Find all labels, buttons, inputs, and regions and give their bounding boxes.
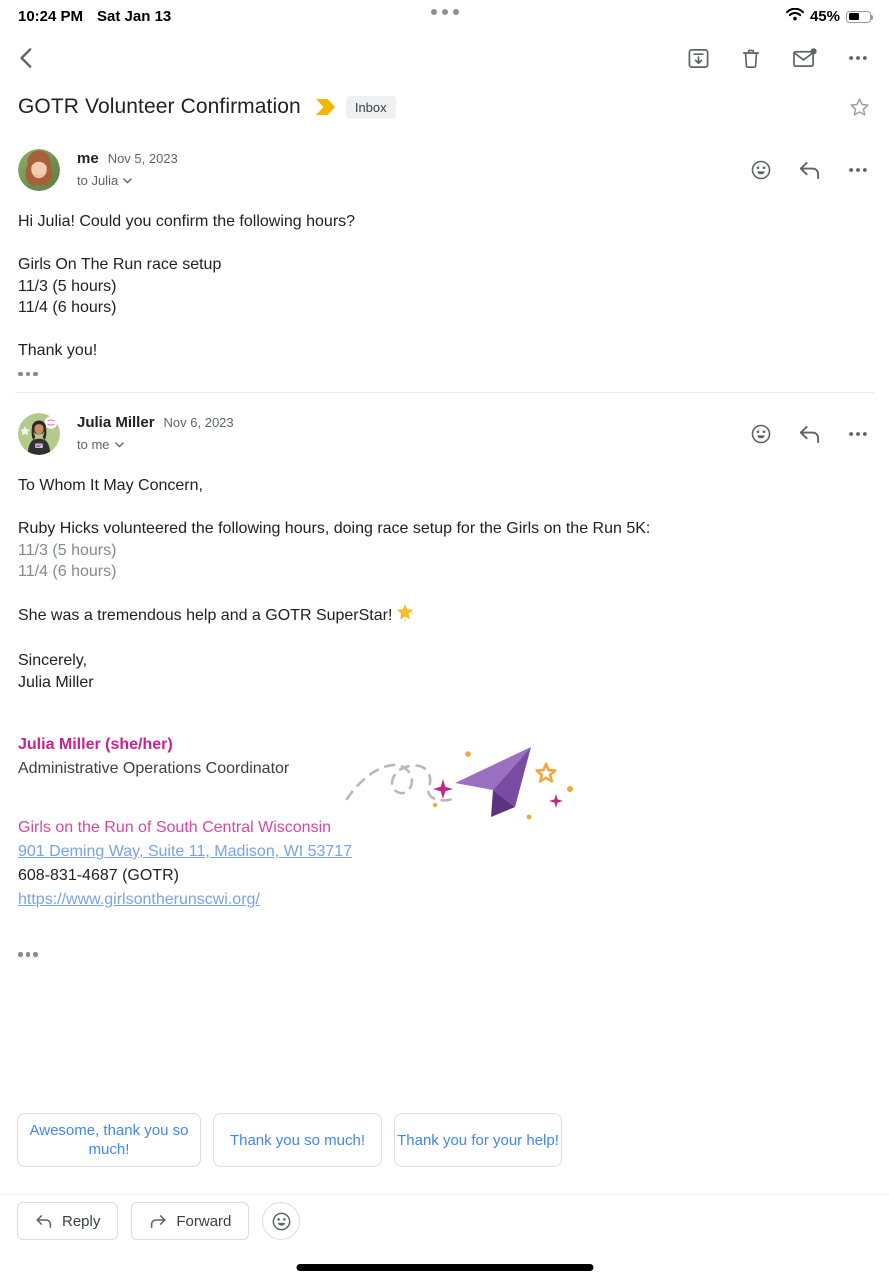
thread-toolbar bbox=[0, 27, 889, 79]
recipient-details-toggle[interactable] bbox=[77, 173, 178, 188]
recipient-label: to me bbox=[77, 437, 110, 452]
signature-name: Julia Miller (she/her) bbox=[18, 736, 173, 753]
message-2-body bbox=[0, 463, 889, 693]
reply-arrow-icon bbox=[35, 1214, 53, 1229]
signature-job-title: Administrative Operations Coordinator bbox=[18, 760, 290, 777]
message-2 bbox=[0, 393, 889, 973]
mark-unread-button[interactable] bbox=[792, 47, 817, 70]
body-line bbox=[18, 319, 871, 341]
email-signature bbox=[0, 693, 889, 912]
important-marker-icon bbox=[315, 99, 336, 115]
body-line-quoted: 11/4 (6 hours) bbox=[18, 563, 117, 580]
message-1-header bbox=[0, 123, 889, 199]
star-button[interactable] bbox=[848, 96, 871, 119]
status-bar bbox=[0, 0, 889, 27]
bottom-divider bbox=[0, 1194, 889, 1195]
glowing-star-emoji bbox=[396, 604, 414, 629]
bottom-action-bar bbox=[17, 1202, 300, 1240]
show-trimmed-content-button[interactable] bbox=[0, 942, 56, 973]
smart-reply-chip[interactable]: Awesome, thank you so much! bbox=[17, 1113, 201, 1167]
signature-organization: Girls on the Run of South Central Wisconsin bbox=[18, 819, 332, 836]
show-trimmed-content-button[interactable] bbox=[0, 362, 56, 393]
emoji-reaction-button[interactable] bbox=[750, 159, 772, 181]
emoji-reaction-button-bottom[interactable] bbox=[262, 1202, 300, 1240]
body-line bbox=[18, 233, 871, 255]
delete-button[interactable] bbox=[740, 47, 762, 70]
signature-phone: 608-831-4687 (GOTR) bbox=[18, 867, 179, 884]
body-line: Ruby Hicks volunteered the following hours, doing race setup for the Girls on the Run 5K: bbox=[18, 520, 651, 537]
message-2-header bbox=[0, 393, 889, 463]
chevron-down-icon bbox=[123, 178, 132, 184]
back-button[interactable] bbox=[14, 45, 40, 71]
more-options-button[interactable] bbox=[847, 47, 869, 69]
body-line: Sincerely, bbox=[18, 652, 88, 669]
app-switcher-dots-icon bbox=[431, 9, 459, 15]
body-line: 11/4 (6 hours) bbox=[18, 299, 117, 316]
forward-button[interactable]: Forward bbox=[131, 1202, 249, 1240]
body-line: Hi Julia! Could you confirm the following hours? bbox=[18, 213, 356, 230]
body-line: 11/3 (5 hours) bbox=[18, 277, 117, 295]
archive-button[interactable] bbox=[687, 47, 710, 70]
home-indicator[interactable] bbox=[296, 1264, 593, 1271]
sender-name: Julia Miller bbox=[77, 414, 155, 431]
message-more-button[interactable] bbox=[847, 159, 869, 181]
smart-reply-bar bbox=[17, 1113, 562, 1167]
inbox-label-chip: Inbox bbox=[346, 96, 396, 119]
clock-time: 10:24 PM bbox=[18, 8, 84, 25]
body-line-quoted: 11/3 (5 hours) bbox=[18, 541, 117, 559]
battery-percent: 45% bbox=[809, 8, 840, 25]
signature-address-link[interactable]: 901 Deming Way, Suite 11, Madison, WI 53717 bbox=[18, 843, 353, 860]
body-line: Thank you! bbox=[18, 342, 98, 359]
reply-button-bottom[interactable]: Reply bbox=[17, 1202, 118, 1240]
reply-button[interactable] bbox=[798, 160, 821, 181]
recipient-details-toggle[interactable] bbox=[77, 437, 234, 452]
chevron-down-icon bbox=[115, 442, 124, 448]
reply-button[interactable] bbox=[798, 424, 821, 445]
sender-name: me bbox=[77, 150, 99, 167]
avatar[interactable] bbox=[18, 413, 60, 455]
avatar[interactable] bbox=[18, 149, 60, 191]
signature-url-link[interactable]: https://www.girlsontherunscwi.org/ bbox=[18, 891, 260, 908]
message-1 bbox=[0, 123, 889, 393]
forward-arrow-icon bbox=[149, 1214, 167, 1229]
message-1-body bbox=[0, 199, 889, 362]
body-line bbox=[18, 497, 871, 519]
battery-icon bbox=[846, 11, 871, 23]
smart-reply-chip[interactable]: Thank you for your help! bbox=[394, 1113, 562, 1167]
subject-row bbox=[0, 79, 889, 123]
message-date: Nov 6, 2023 bbox=[163, 415, 234, 430]
body-line bbox=[18, 629, 871, 651]
body-line: She was a tremendous help and a GOTR SuperStar! bbox=[18, 604, 871, 629]
emoji-reaction-button[interactable] bbox=[750, 423, 772, 445]
paper-plane-illustration bbox=[343, 743, 575, 831]
recipient-label: to Julia bbox=[77, 173, 119, 188]
body-line: Girls On The Run race setup bbox=[18, 256, 222, 273]
smart-reply-chip[interactable]: Thank you so much! bbox=[213, 1113, 382, 1167]
body-line bbox=[18, 583, 871, 605]
body-line: To Whom It May Concern, bbox=[18, 477, 203, 494]
message-date: Nov 5, 2023 bbox=[107, 151, 178, 166]
body-line: Julia Miller bbox=[18, 673, 94, 691]
message-more-button[interactable] bbox=[847, 423, 869, 445]
wifi-icon bbox=[786, 8, 804, 25]
status-date: Sat Jan 13 bbox=[97, 8, 172, 25]
subject-title: GOTR Volunteer Confirmation bbox=[18, 95, 301, 118]
